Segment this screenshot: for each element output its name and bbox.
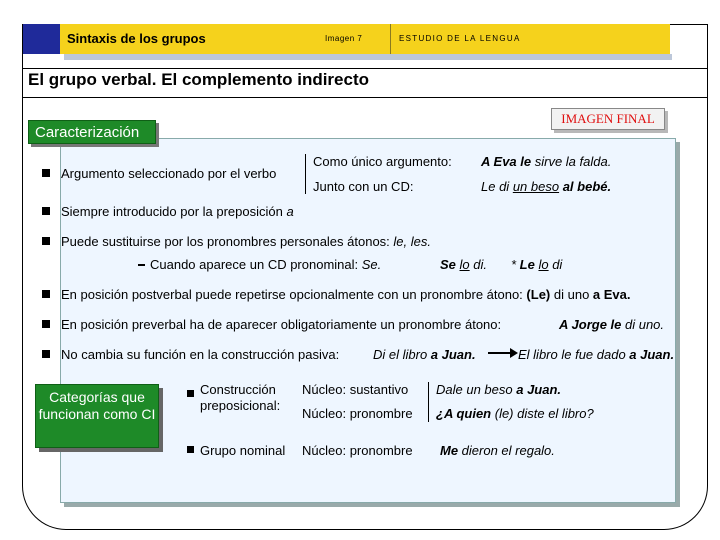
- point-text: Siempre introducido por la preposición: [61, 204, 287, 219]
- argument-context-2: Junto con un CD:: [313, 179, 414, 194]
- header-title: Sintaxis de los grupos: [67, 31, 206, 46]
- point-text: Cuando aparece un CD pronominal:: [150, 257, 362, 272]
- pronouns-example-correct: [440, 257, 487, 272]
- argument-context-1: Como único argumento:: [313, 154, 452, 169]
- bullet-icon: [42, 169, 50, 177]
- example-text: Dale un beso: [436, 382, 517, 397]
- category-nominal: Grupo nominal: [200, 443, 286, 458]
- example-emphasis: a Juan.: [430, 347, 476, 362]
- point-text: Puede sustituirse por los pronombres personales átonos:: [61, 234, 394, 249]
- example-emphasis: (Le): [526, 287, 551, 302]
- example-text: sirve la falda.: [531, 154, 612, 169]
- bullet-icon: [42, 237, 50, 245]
- example-text: di uno.: [621, 317, 665, 332]
- dash-icon: [138, 264, 145, 266]
- example-emphasis: A Jorge le: [559, 317, 622, 332]
- point-text: En posición postverbal puede repetirse opcionalmente con un pronombre átono:: [61, 287, 527, 302]
- example-emphasis: al bebé.: [559, 179, 612, 194]
- bullet-icon: [42, 350, 50, 358]
- category-example-1: [436, 382, 561, 397]
- example-emphasis: Me: [440, 443, 459, 458]
- example-text: di: [548, 257, 563, 272]
- bullet-icon: [187, 390, 194, 397]
- example-text: *: [511, 257, 520, 272]
- preposition-a: a: [286, 204, 294, 219]
- frame-edge: [670, 24, 708, 25]
- example-text: (le) diste el libro?: [491, 406, 594, 421]
- example-text: El libro le fue dado: [518, 347, 630, 362]
- example-text: Di el libro: [373, 347, 431, 362]
- argument-example-1: [481, 154, 611, 169]
- bullet-icon: [42, 320, 50, 328]
- argument-example-2: [481, 179, 611, 194]
- argument-label: Argumento seleccionado por el verbo: [61, 166, 277, 181]
- nucleus-pronoun: Núcleo: pronombre: [302, 443, 413, 458]
- pronoun-forms: le, les.: [393, 234, 431, 249]
- passive-passive-example: [518, 347, 674, 362]
- preposition-point: [61, 204, 294, 219]
- final-image-tag: IMAGEN FINAL: [551, 108, 665, 130]
- bracket-line: [428, 382, 429, 422]
- example-emphasis: Le: [519, 257, 539, 272]
- category-example-2: [436, 406, 594, 421]
- passive-active-example: [373, 347, 476, 362]
- example-text: di.: [469, 257, 487, 272]
- passive-point: No cambia su función en la construcción pasiva:: [61, 347, 340, 362]
- pronouns-example-incorrect: [511, 257, 562, 272]
- example-emphasis: a Juan.: [629, 347, 675, 362]
- example-emphasis: ¿A quien: [436, 406, 492, 421]
- example-underlined: lo: [459, 257, 470, 272]
- categories-box: Categorías que funcionan como CI: [35, 384, 159, 448]
- example-text: dieron el regalo.: [458, 443, 555, 458]
- example-underlined: un beso: [512, 179, 560, 194]
- example-emphasis: Se: [440, 257, 460, 272]
- pronouns-point: [61, 234, 431, 249]
- example-text: Le di: [481, 179, 513, 194]
- preverbal-example: [559, 317, 664, 332]
- header-subject: ESTUDIO DE LA LENGUA: [399, 34, 521, 43]
- bullet-icon: [42, 290, 50, 298]
- category-example-3: [440, 443, 555, 458]
- example-emphasis: a Eva.: [592, 287, 631, 302]
- nucleus-noun: Núcleo: sustantivo: [302, 382, 409, 397]
- example-emphasis: A Eva le: [481, 154, 532, 169]
- bracket-line: [305, 154, 306, 194]
- preverbal-point: En posición preverbal ha de aparecer obligatoriamente un pronombre átono:: [61, 317, 502, 332]
- example-underlined: lo: [538, 257, 549, 272]
- pronouns-subpoint: [150, 257, 381, 272]
- topic-title: El grupo verbal. El complemento indirecto: [28, 70, 370, 89]
- arrow-right-icon: [488, 352, 514, 354]
- header-image-label: Imagen 7: [325, 34, 363, 43]
- bullet-icon: [42, 207, 50, 215]
- category-prepositional: Construcción preposicional:: [200, 382, 281, 413]
- bullet-icon: [187, 446, 194, 453]
- subpoint-example: Se.: [361, 257, 382, 272]
- section-title: Caracterización: [28, 120, 156, 144]
- example-emphasis: a Juan.: [516, 382, 562, 397]
- example-text: di uno: [550, 287, 593, 302]
- postverbal-point: [61, 287, 631, 302]
- nucleus-pronoun: Núcleo: pronombre: [302, 406, 413, 421]
